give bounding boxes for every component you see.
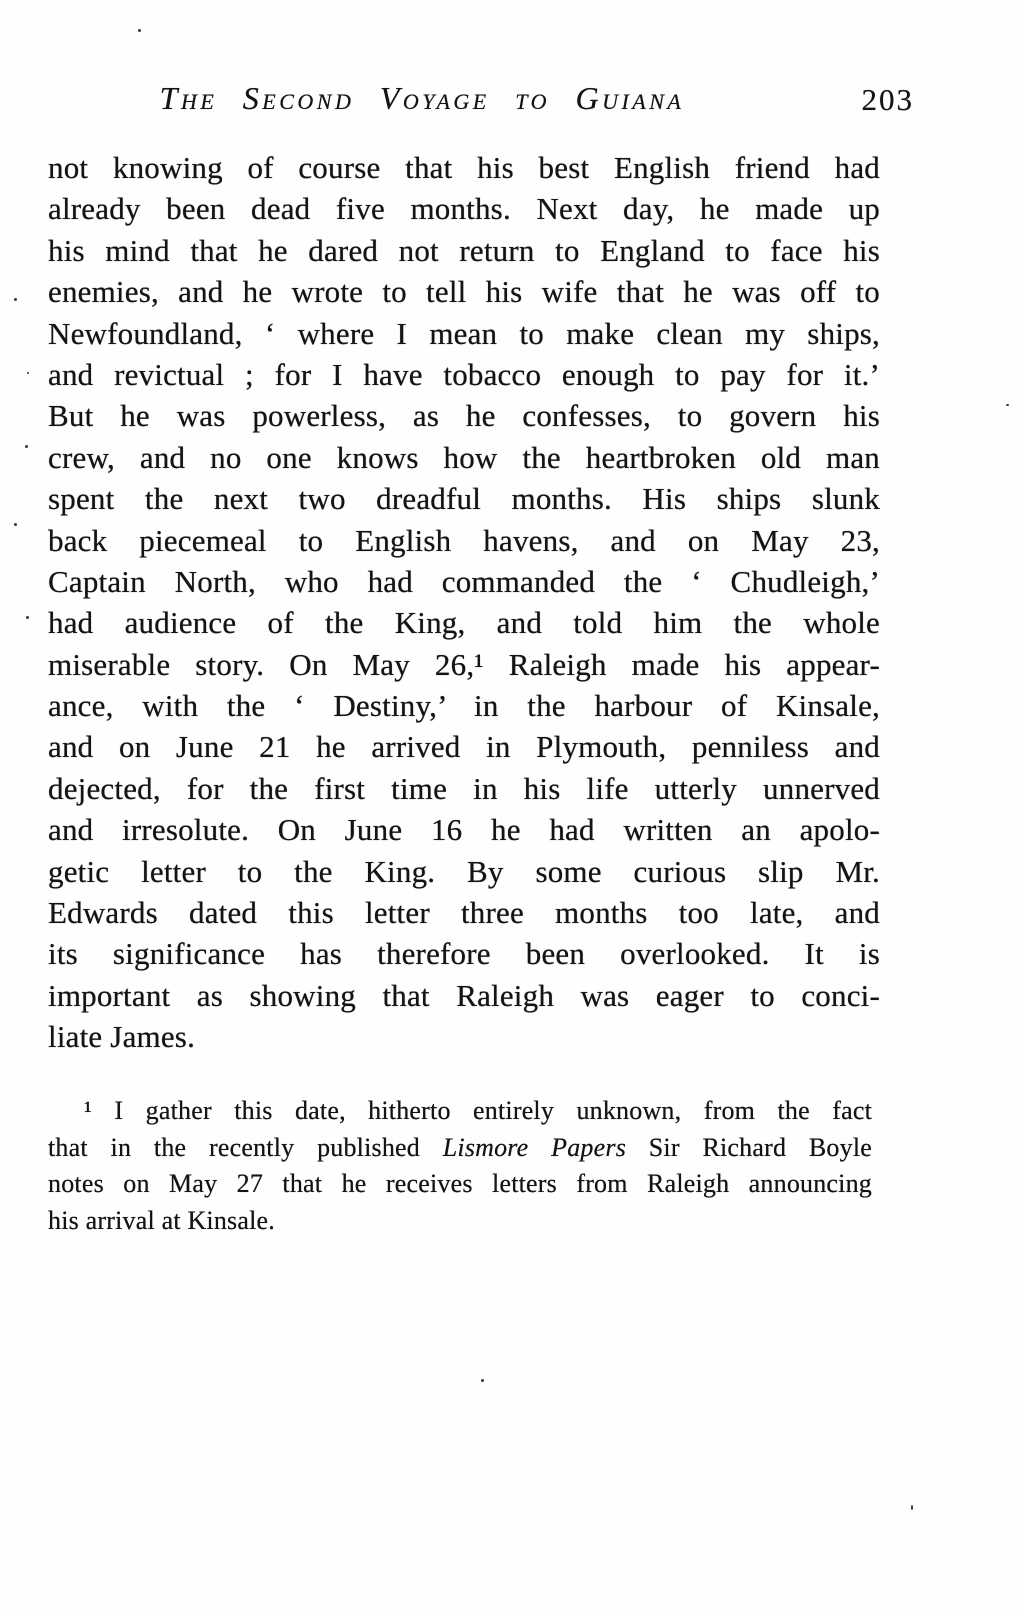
scan-speck: [138, 29, 141, 32]
body-line: and on June 21 he arrived in Plymouth, penniless and: [48, 729, 880, 765]
body-line: enemies, and he wrote to tell his wife that he was off to: [48, 274, 880, 310]
body-text: [48, 147, 880, 1058]
body-line: already been dead five months. Next day, he made up: [48, 191, 880, 227]
footnote-line: [48, 1130, 872, 1167]
footnote-line: ¹ I gather this date, hitherto entirely unknown, from the fact: [84, 1096, 872, 1125]
body-line: miserable story. On May 26,¹ Raleigh made his appear-: [48, 646, 880, 682]
body-line: getic letter to the King. By some curious slip Mr.: [48, 853, 880, 889]
body-line: and irresolute. On June 16 he had written an apolo-: [48, 812, 880, 848]
footnote-text: Sir Richard Boyle: [626, 1132, 872, 1162]
body-line: its significance has therefore been overlooked. It is: [48, 936, 880, 972]
footnote-line: notes on May 27 that he receives letters from Raleigh announcing: [48, 1169, 872, 1198]
scan-speck: [25, 445, 28, 448]
footnote-text: that in the recently published: [48, 1132, 443, 1162]
scan-speck: [27, 372, 29, 374]
scan-speck: [1006, 404, 1009, 406]
body-line: back piecemeal to English havens, and on May 23,: [48, 522, 880, 558]
body-line: But he was powerless, as he confesses, to govern his: [48, 398, 880, 434]
scan-speck: [14, 298, 17, 301]
scan-speck: [14, 523, 17, 526]
running-head: [48, 80, 916, 124]
body-line: ance, with the ‘ Destiny,’ in the harbour of Kinsale,: [48, 688, 880, 724]
footnote: [48, 1093, 872, 1239]
body-line: Captain North, who had commanded the ‘ Chudleigh,’: [48, 563, 880, 599]
page-number: 203: [861, 82, 914, 117]
scan-speck: [26, 616, 29, 619]
body-line: had audience of the King, and told him the whole: [48, 605, 880, 641]
footnote-line: his arrival at Kinsale.: [48, 1205, 275, 1235]
body-line: Newfoundland, ‘ where I mean to make clean my ships,: [48, 315, 880, 351]
body-line: liate James.: [48, 1019, 196, 1055]
body-line: his mind that he dared not return to England to face his: [48, 232, 880, 268]
body-line: dejected, for the first time in his life utterly unnerved: [48, 770, 880, 806]
scan-speck: [481, 1379, 484, 1382]
body-line: and revictual ; for I have tobacco enough to pay for it.’: [48, 356, 880, 392]
scan-speck: [911, 1505, 913, 1510]
footnote-italic-title: Lismore Papers: [442, 1132, 627, 1162]
page-title: The Second Voyage to Guiana: [159, 80, 685, 116]
body-line: important as showing that Raleigh was eager to conci-: [48, 977, 880, 1013]
body-line: not knowing of course that his best English friend had: [48, 150, 880, 185]
body-line: spent the next two dreadful months. His ships slunk: [48, 481, 880, 517]
body-line: crew, and no one knows how the heartbroken old man: [48, 439, 880, 475]
body-line: Edwards dated this letter three months too late, and: [48, 895, 880, 931]
